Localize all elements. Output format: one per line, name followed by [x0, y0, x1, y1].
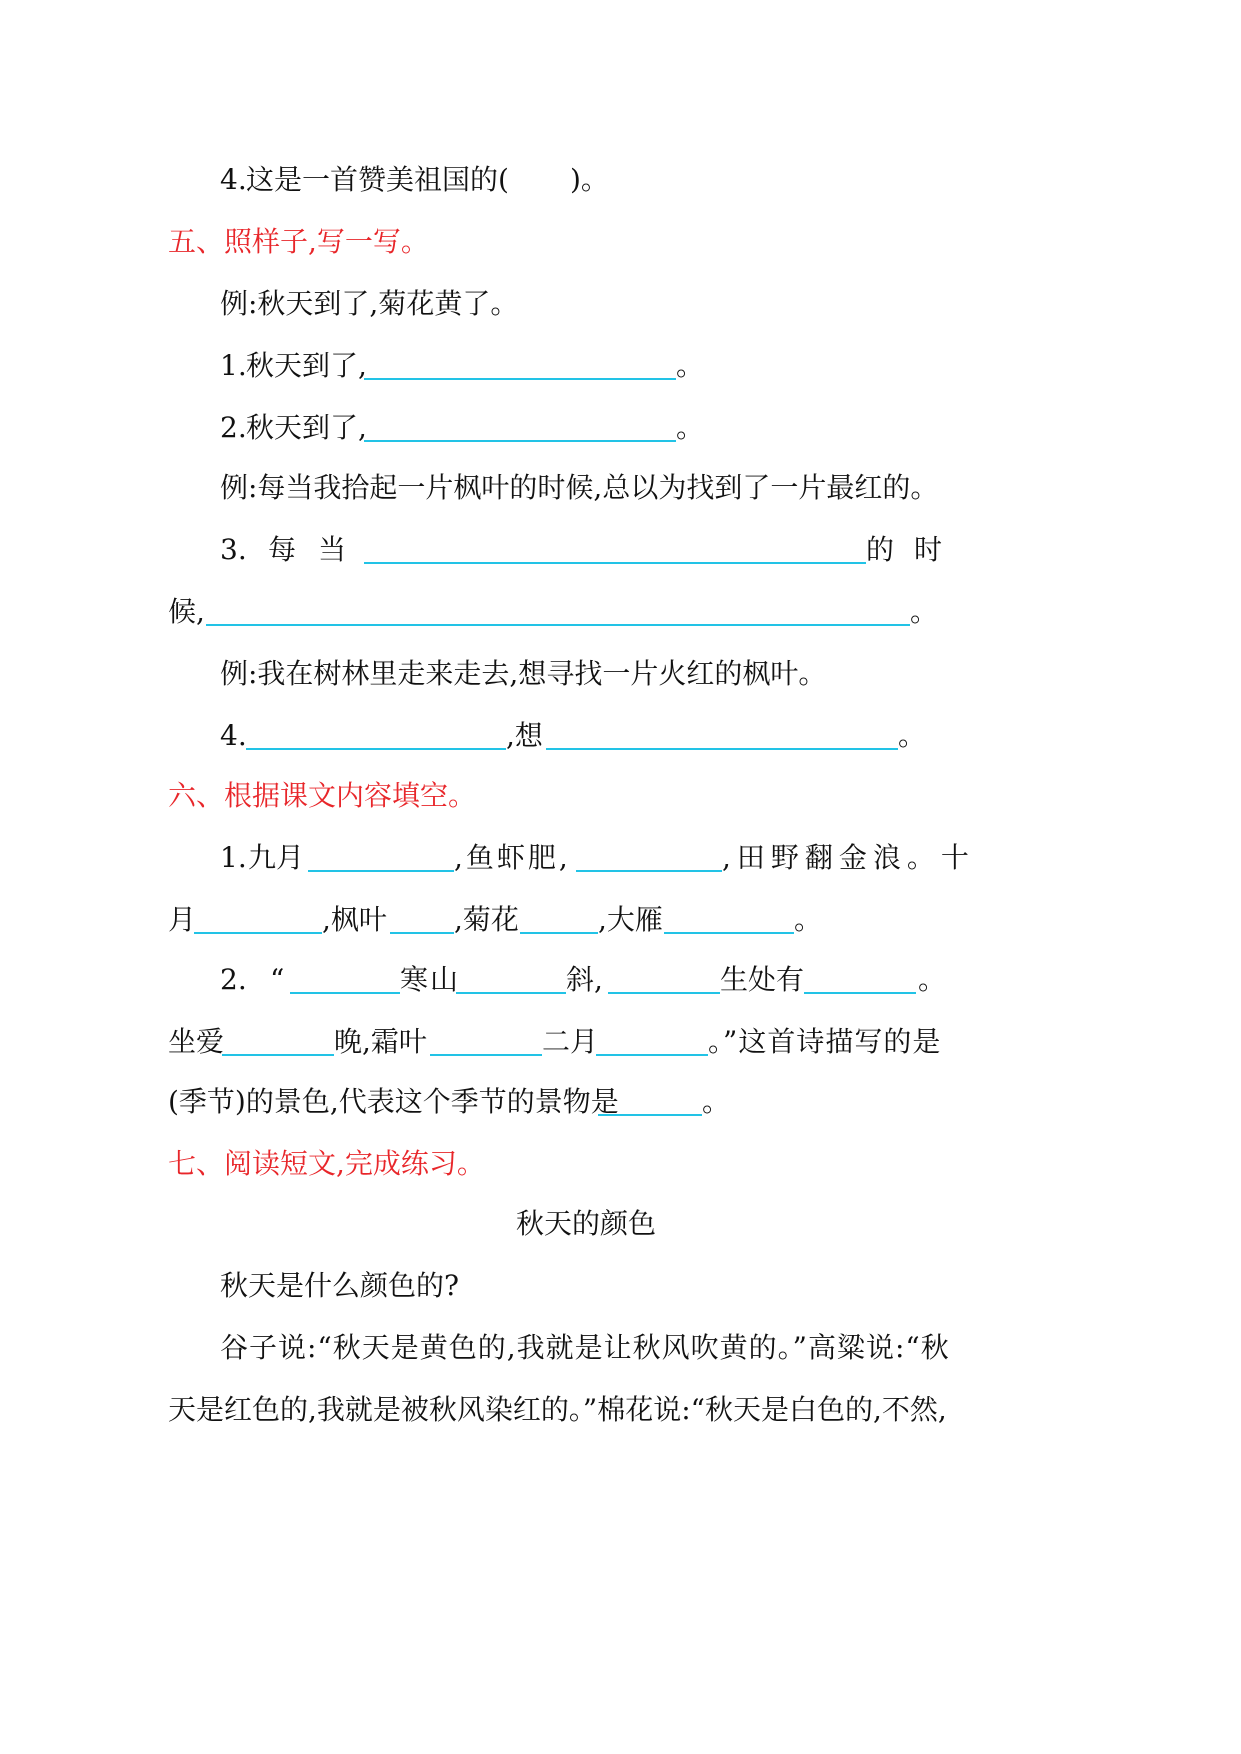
passage-paragraph-1 — [0, 1266, 1241, 1306]
item-text: 斜, — [566, 963, 603, 996]
example-1 — [0, 284, 1241, 324]
passage-paragraph-2-line-1 — [0, 1328, 1241, 1368]
item-6-1 — [0, 838, 1241, 878]
example-text: 例:每当我拾起一片枫叶的时候,总以为找到了一片最红的。 — [220, 471, 939, 504]
example-3 — [0, 654, 1241, 694]
item-text: 秋天到了, — [246, 349, 367, 382]
answer-blank[interactable] — [576, 870, 722, 872]
paragraph-text: 天是红色的,我就是被秋风染红的。”棉花说:“秋天是白色的,不然, — [168, 1393, 947, 1426]
answer-blank[interactable] — [206, 624, 910, 626]
item-text: ,枫叶 — [322, 903, 387, 936]
answer-blank[interactable] — [246, 748, 506, 750]
answer-blank[interactable] — [390, 932, 454, 934]
item-5-2 — [0, 408, 1241, 448]
item-word: 当 — [318, 533, 347, 566]
item-6-2-cont — [0, 1022, 1241, 1062]
example-text: 例:我在树林里走来走去,想寻找一片火红的枫叶。 — [220, 657, 827, 690]
item-5-1 — [0, 346, 1241, 386]
item-end: 。 — [794, 903, 823, 936]
answer-blank[interactable] — [290, 992, 400, 994]
answer-blank[interactable] — [456, 992, 566, 994]
item-word: 每 — [268, 533, 297, 566]
item-5-4 — [0, 716, 1241, 756]
item-text: ,田野翻金浪。十 — [722, 841, 975, 874]
answer-blank[interactable] — [546, 748, 898, 750]
item-number: 2. — [220, 411, 247, 444]
item-end: 。 — [918, 963, 947, 996]
question-4-line — [0, 160, 1241, 200]
passage-title-line — [0, 1204, 1241, 1244]
item-6-2 — [0, 960, 1241, 1000]
section-heading-text: 六、根据课文内容填空。 — [168, 779, 477, 812]
item-text: 秋天到了, — [246, 411, 367, 444]
question-close: )。 — [570, 163, 609, 196]
passage-paragraph-2-line-2 — [0, 1390, 1241, 1430]
item-end: 。 — [676, 411, 705, 444]
item-text: ,鱼虾肥, — [454, 841, 571, 874]
item-word: 的 — [866, 533, 895, 566]
item-text: 月 — [168, 903, 197, 936]
answer-blank[interactable] — [194, 932, 322, 934]
item-text: ,菊花 — [454, 903, 519, 936]
passage-title: 秋天的颜色 — [516, 1207, 657, 1240]
item-word: 候, — [168, 595, 205, 628]
answer-blank[interactable] — [596, 1054, 708, 1056]
item-end: 。 — [898, 719, 927, 752]
item-text: 寒山 — [400, 963, 461, 996]
item-number: 1. — [220, 841, 247, 874]
item-number: 1. — [220, 349, 247, 382]
item-5-3 — [0, 530, 1241, 570]
item-text: 二月 — [542, 1025, 599, 1058]
item-number: 4. — [220, 719, 247, 752]
section-7-heading — [0, 1144, 1241, 1184]
answer-blank[interactable] — [608, 992, 720, 994]
section-5-heading — [0, 222, 1241, 262]
item-number: 3. — [220, 533, 247, 566]
question-number: 4. — [220, 163, 247, 196]
item-text: 晚,霜叶 — [334, 1025, 427, 1058]
item-6-2-cont2 — [0, 1082, 1241, 1122]
item-end: 。 — [702, 1085, 731, 1118]
answer-blank[interactable] — [364, 440, 676, 442]
answer-blank[interactable] — [308, 870, 454, 872]
section-6-heading — [0, 776, 1241, 816]
item-text: (季节)的景色,代表这个季节的景物是 — [168, 1085, 619, 1118]
item-word: 时 — [914, 533, 943, 566]
answer-blank[interactable] — [598, 1114, 702, 1116]
item-text: “ — [270, 963, 285, 996]
answer-blank[interactable] — [364, 378, 676, 380]
section-heading-text: 五、照样子,写一写。 — [168, 225, 429, 258]
answer-blank[interactable] — [804, 992, 916, 994]
item-text: 生处有 — [720, 963, 805, 996]
answer-blank[interactable] — [664, 932, 794, 934]
item-text: ,大雁 — [598, 903, 663, 936]
answer-blank[interactable] — [364, 562, 866, 564]
item-text: 坐爱 — [168, 1025, 225, 1058]
item-text: 。”这首诗描写的是 — [708, 1025, 942, 1058]
answer-blank[interactable] — [430, 1054, 542, 1056]
question-text: 这是一首赞美祖国的( — [246, 163, 509, 196]
item-end: 。 — [676, 349, 705, 382]
paragraph-text: 谷子说:“秋天是黄色的,我就是让秋风吹黄的。”高粱说:“秋 — [220, 1331, 950, 1364]
item-text: ,想 — [506, 719, 543, 752]
paragraph-text: 秋天是什么颜色的? — [220, 1269, 460, 1302]
example-2 — [0, 468, 1241, 508]
item-end: 。 — [910, 595, 939, 628]
example-text: 例:秋天到了,菊花黄了。 — [220, 287, 519, 320]
item-number: 2. — [220, 963, 247, 996]
answer-blank[interactable] — [222, 1054, 334, 1056]
item-text: 九月 — [248, 841, 305, 874]
item-5-3-cont — [0, 592, 1241, 632]
section-heading-text: 七、阅读短文,完成练习。 — [168, 1147, 485, 1180]
item-6-1-cont — [0, 900, 1241, 940]
answer-blank[interactable] — [520, 932, 598, 934]
